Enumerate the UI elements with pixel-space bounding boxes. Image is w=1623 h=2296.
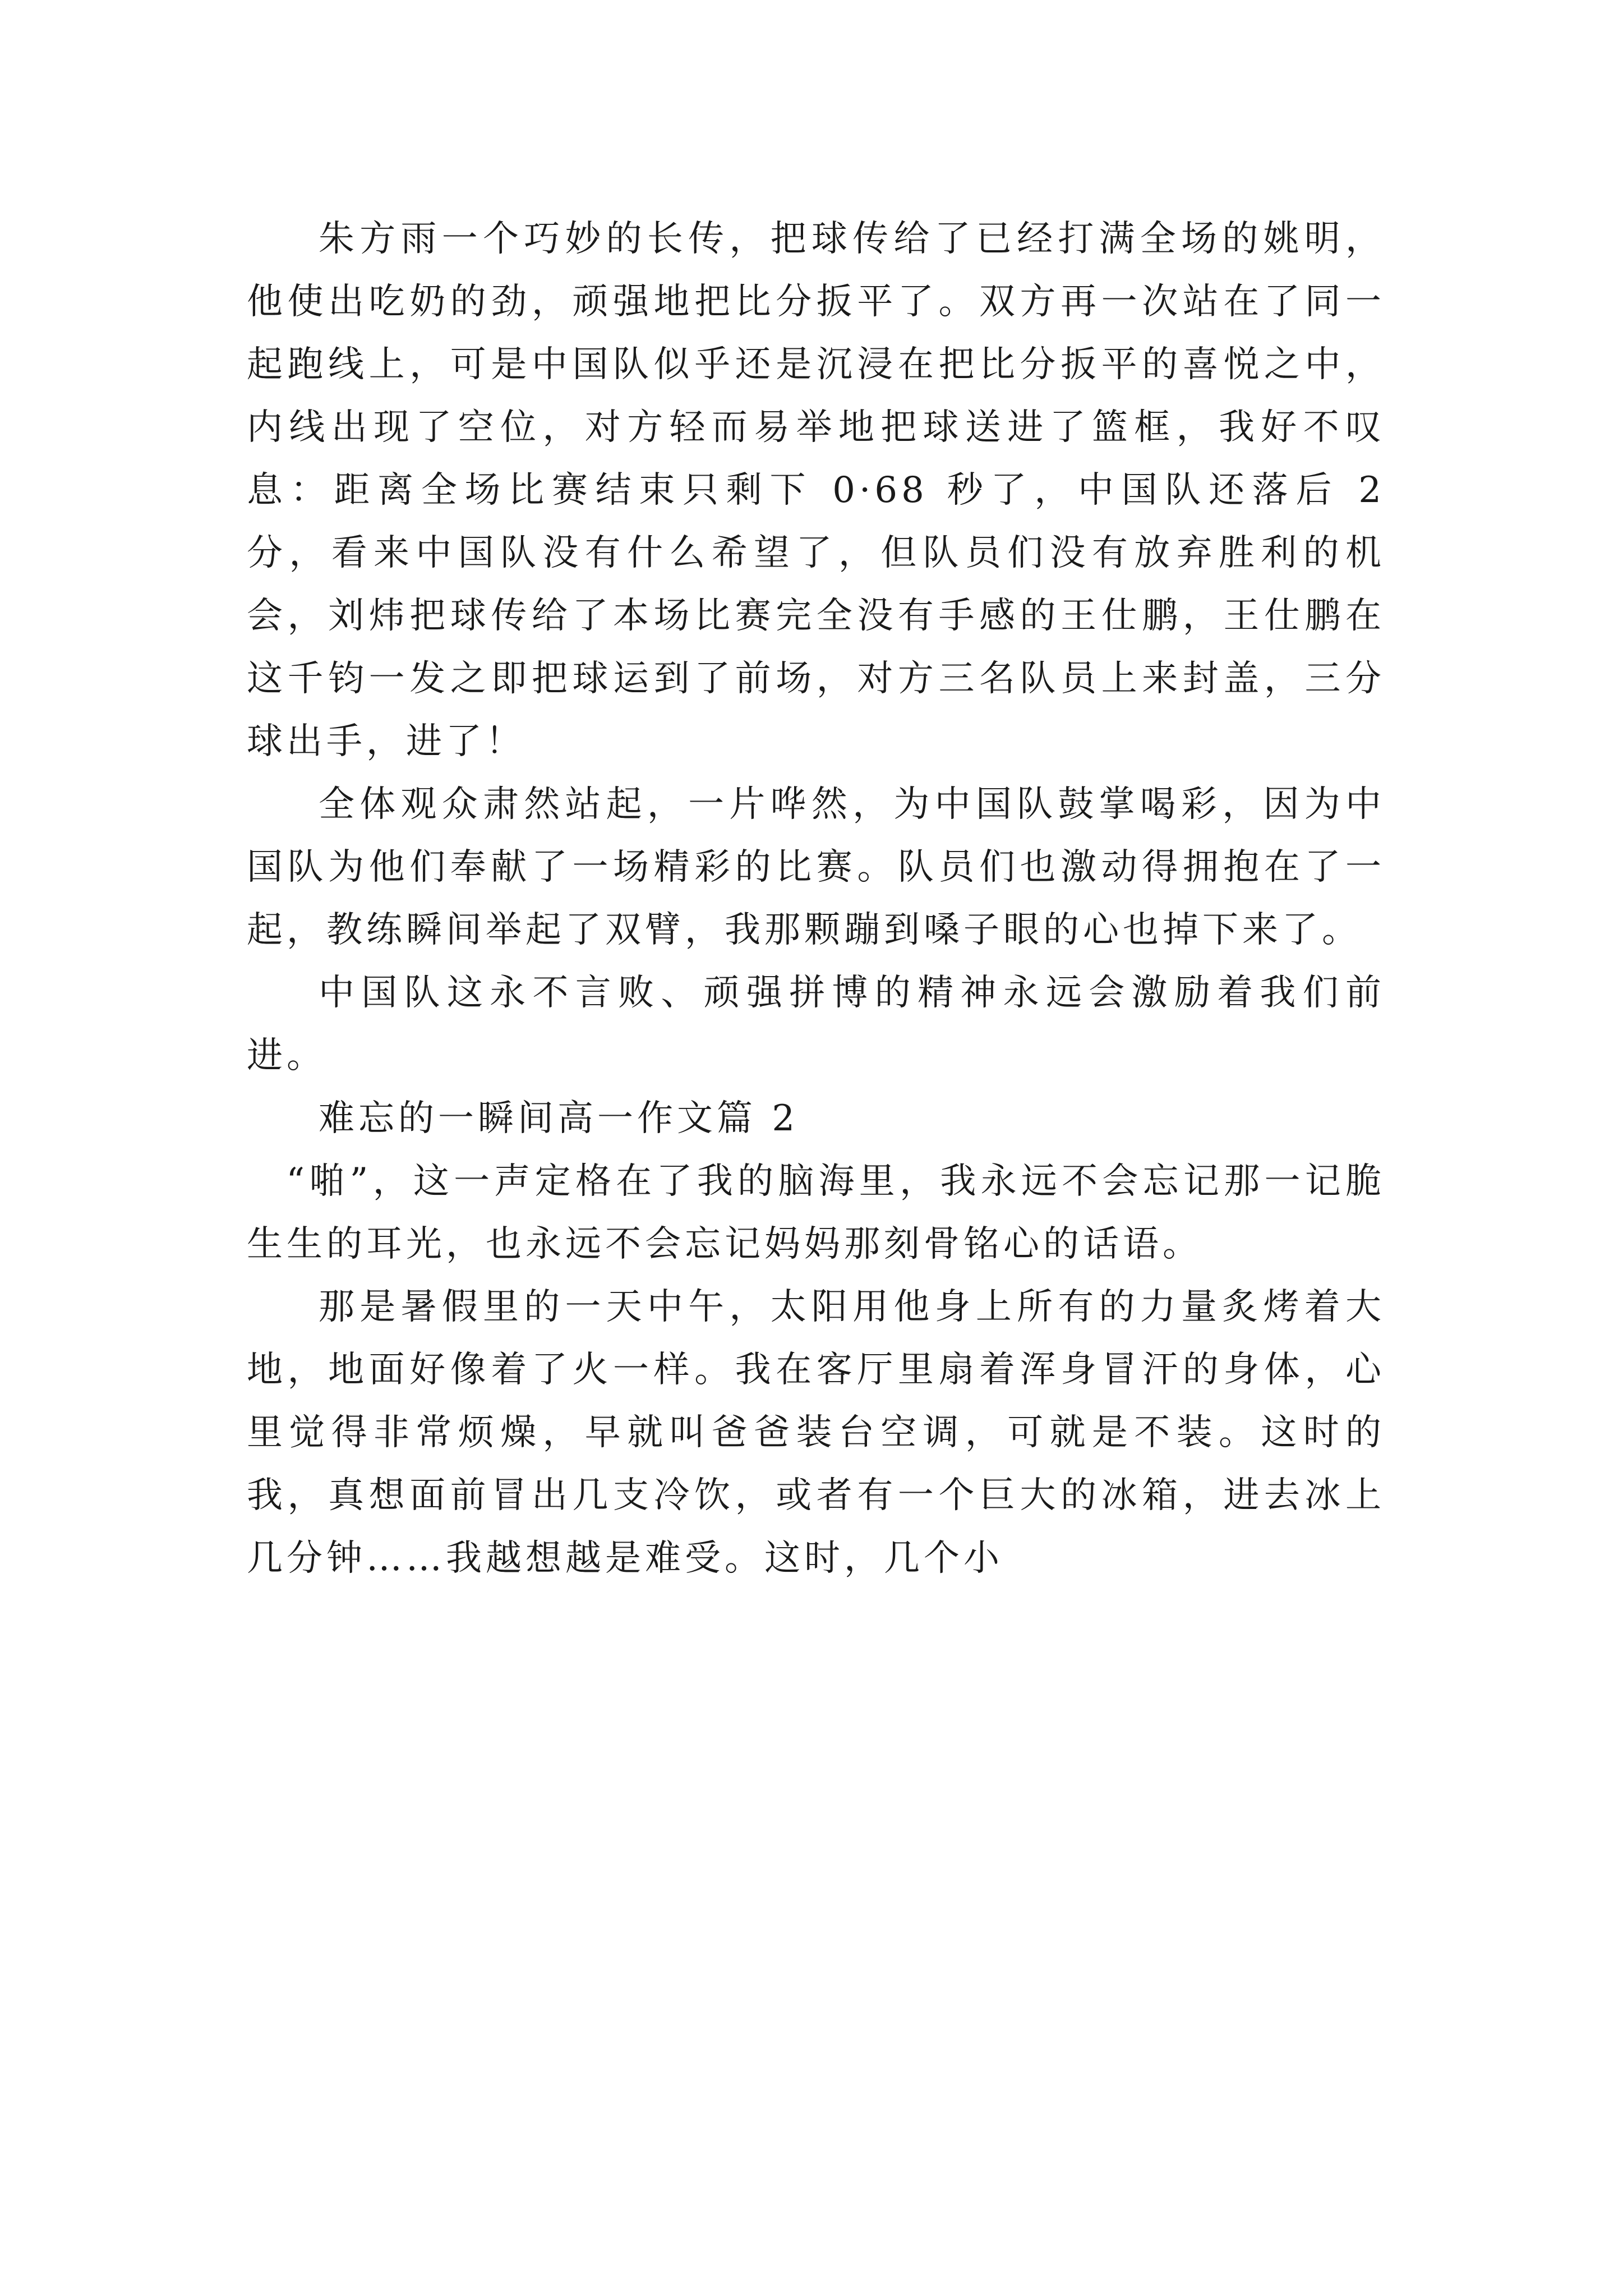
paragraph-5: 那是暑假里的一天中午，太阳用他身上所有的力量炙烤着大地，地面好像着了火一样。我在客厅里扇着浑身冒汗的身体，心里觉得非常烦燥，早就叫爸爸装台空调，可就是不装。这时的我，真想面前冒出几支冷饮，或者有一个巨大的冰箱，进去冰上几分钟……我越想越是难受。这时，几个小 [247,1286,1385,1579]
paragraph-2: 全体观众肃然站起，一片哗然，为中国队鼓掌喝彩，因为中国队为他们奉献了一场精彩的比赛。队员们也激动得拥抱在了一起，教练瞬间举起了双臂，我那颗蹦到嗓子眼的心也掉下来了。 [247,784,1385,951]
section-heading: 难忘的一瞬间高一作文篇 2 [319,1098,799,1139]
paragraph-4: “啪”，这一声定格在了我的脑海里，我永远不会忘记那一记脆生生的耳光，也永远不会忘记妈妈那刻骨铭心的话语。 [247,1161,1385,1265]
paragraph-1: 朱方雨一个巧妙的长传，把球传给了已经打满全场的姚明，他使出吃奶的劲，顽强地把比分扳平了。双方再一次站在了同一起跑线上，可是中国队似乎还是沉浸在把比分扳平的喜悦之中，内线出现了空位，对方轻而易举地把球送进了篮框，我好不叹息：距离全场比赛结束只剩下 0·68 秒了，中国队还落后 2 分，看来中国队没有什么希望了，但队员们没有放弃胜利的机会，刘炜把球传给了本场比赛完全没有手感的王仕鹏，王仕鹏在这千钧一发之即把球运到了前场，对方三名队员上来封盖，三分球出手，进了！ [247,218,1385,762]
paragraph-3: 中国队这永不言败、顽强拼博的精神永远会激励着我们前进。 [247,972,1385,1076]
document-body [247,208,1385,1590]
